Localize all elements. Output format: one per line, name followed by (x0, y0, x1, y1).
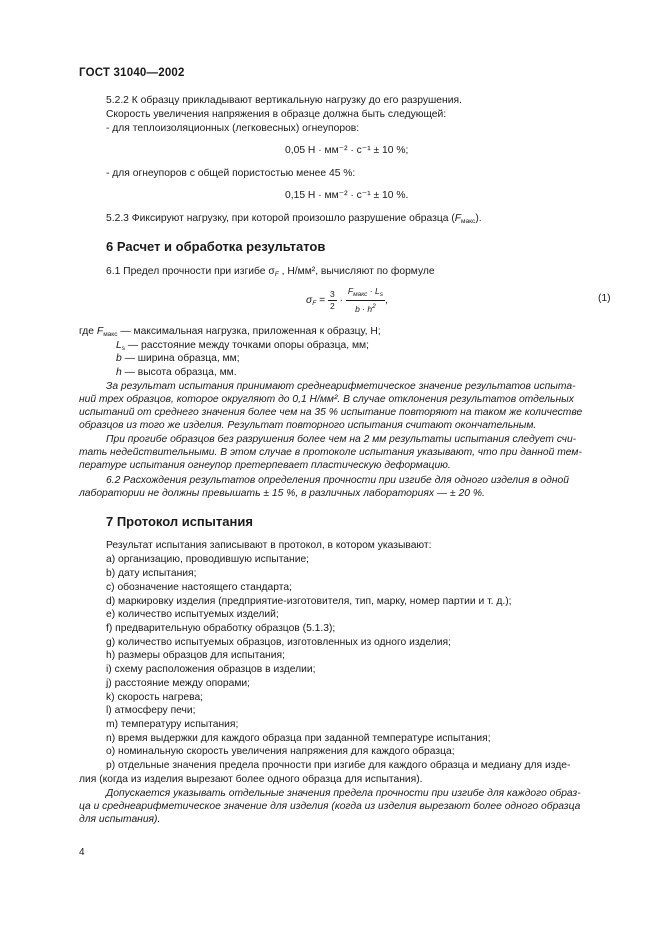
protocol-item: e) количество испытуемых изделий; (106, 609, 279, 620)
protocol-item-continuation: лия (когда из изделия вырезают более одного образца для испытания). (79, 774, 423, 785)
clause-6-2-line: 6.2 Расхождения результатов определения прочности при изгибе для одного изделия в одной (106, 475, 569, 486)
protocol-item: a) организацию, проводившую испытание; (106, 554, 310, 565)
protocol-item: j) расстояние между опорами; (106, 678, 251, 689)
note-line: Допускается указывать отдельные значения предела прочности при изгибе для каждого образ- (106, 788, 581, 799)
speed-line: Скорость увеличения напряжения в образце должна быть следующей: (106, 109, 447, 120)
where-item-h (116, 366, 237, 379)
where-symbol: L (116, 340, 122, 351)
protocol-item: b) дату испытания; (106, 568, 197, 579)
deflection-para-line: пературе испытания огнеупор претерпевает пластическую деформацию. (79, 460, 451, 471)
protocol-intro: Результат испытания записывают в протокол, в котором указывают: (106, 540, 432, 551)
clause-5-2-3 (106, 212, 482, 228)
clause-5-2-3-text: 5.2.3 Фиксируют нагрузку, при которой произошло разрушение образца ( (106, 213, 455, 224)
protocol-item: f) предварительную обработку образцов (5.1.3); (106, 623, 336, 634)
protocol-item: p) отдельные значения предела прочности при изгибе для каждого образца и медиану для изде- (106, 760, 571, 771)
where-item-b (116, 352, 240, 365)
formula-lhs: σ (306, 295, 313, 307)
protocol-item: c) обозначение настоящего стандарта; (106, 582, 292, 593)
den-sup: 2 (372, 303, 376, 310)
where-desc: — ширина образца, мм; (121, 353, 240, 364)
where-symbol: F (96, 326, 104, 337)
fraction-3-2-num: 3 (329, 289, 335, 299)
note-line: для испытания). (79, 814, 161, 825)
num-l-sub: s (379, 291, 383, 298)
protocol-item: l) атмосферу печи; (106, 705, 196, 716)
fraction-main (346, 286, 385, 315)
protocol-item: k) скорость нагрева; (106, 692, 204, 703)
protocol-item: n) время выдержки для каждого образца при заданной температуре испытания; (106, 733, 491, 744)
where-desc: — высота образца, мм. (121, 367, 237, 378)
clause-5-2-2: 5.2.2 К образцу прикладывают вертикальную нагрузку до его разрушения. (106, 95, 462, 106)
where-symbol: b (116, 353, 122, 364)
section-7-heading: 7 Протокол испытания (106, 514, 253, 529)
num-f: F (347, 286, 354, 296)
den-bh: b · h (355, 304, 373, 314)
protocol-item: g) количество испытуемых образцов, изготовленных из одного изделия; (106, 637, 451, 648)
where-symbol: h (116, 367, 122, 378)
formula-lhs-sub: F (312, 300, 317, 308)
protocol-item: i) схему расположения образцов в изделии; (106, 664, 316, 675)
result-para-line: испытаний от среднего значения более чем на 35 % испытание повторяют на таком же количестве (79, 407, 583, 418)
result-para-line: ний трех образцов, которое округляют до 0,1 Н/мм². В случае отклонения результатов отдельных (79, 394, 574, 405)
protocol-item: m) температуру испытания; (106, 719, 239, 730)
where-desc: — максимальная нагрузка, приложенная к образцу, Н; (117, 326, 381, 337)
fraction-3-2-den: 2 (329, 301, 335, 311)
formula-comma: , (384, 295, 388, 307)
note-line: ца и среднеарифметическое значение для изделия (когда из изделия вырезают более одного образца (79, 801, 581, 812)
sigma-subscript: F (274, 271, 279, 278)
result-para-line: За результат испытания принимают среднеарифметическое значение результатов испыта- (106, 381, 576, 392)
clause-6-1-text: 6.1 Предел прочности при изгибе σ (106, 266, 275, 277)
fmax-symbol: F (454, 213, 462, 224)
fraction-main-den (346, 301, 385, 315)
where-symbol-sub: s (121, 345, 125, 352)
fmax-subscript: макс (461, 218, 476, 225)
protocol-item: d) маркировку изделия (предприятие-изготовителя, тип, марку, номер партии и т. д.); (106, 596, 512, 607)
clause-6-2-line: лаборатории не должны превышать ± 15 %, в различных лабораториях — ± 20 %. (79, 488, 485, 499)
fraction-3-2 (328, 289, 337, 312)
section-6-heading: 6 Расчет и обработка результатов (106, 239, 326, 254)
clause-5-2-3-end: ). (475, 213, 482, 224)
where-desc: — расстояние между точками опоры образца, мм; (124, 340, 369, 351)
num-f-sub: макс (353, 291, 368, 298)
light-refractory-value: 0,05 Н · мм⁻² · с⁻¹ ± 10 %; (285, 145, 409, 156)
formula-number: (1) (598, 293, 611, 304)
porous-refractory-value: 0,15 Н · мм⁻² · с⁻¹ ± 10 %. (285, 190, 409, 201)
formula-equals: = (319, 295, 326, 307)
where-symbol-sub: макс (103, 331, 118, 338)
document-header: ГОСТ 31040—2002 (79, 67, 185, 79)
page-number: 4 (79, 847, 85, 858)
fraction-main-num (346, 286, 385, 301)
porous-refractory-label: - для огнеупоров с общей пористостью менее 45 %: (106, 168, 356, 179)
clause-6-1 (106, 265, 435, 281)
where-prefix: где (79, 326, 95, 337)
protocol-item: o) номинальную скорость увеличения напряжения для каждого образца; (106, 746, 455, 757)
protocol-item: h) размеры образцов для испытания; (106, 650, 285, 661)
deflection-para-line: При прогибе образцов без разрушения более чем на 2 мм результаты испытания следует счи- (106, 434, 577, 445)
formula-1 (306, 286, 388, 315)
formula-dot: · (339, 295, 344, 307)
light-refractory-label: - для теплоизоляционных (легковесных) огнеупоров: (106, 123, 360, 134)
num-l: · L (367, 286, 380, 296)
result-para-line: образцов из того же изделия. Результат повторного испытания считают окончательным. (79, 420, 537, 431)
deflection-para-line: тать недействительными. В этом случае в протоколе испытания указывают, что при данной тем- (79, 447, 582, 458)
clause-6-1-end: , Н/мм², вычисляют по формуле (278, 266, 435, 277)
